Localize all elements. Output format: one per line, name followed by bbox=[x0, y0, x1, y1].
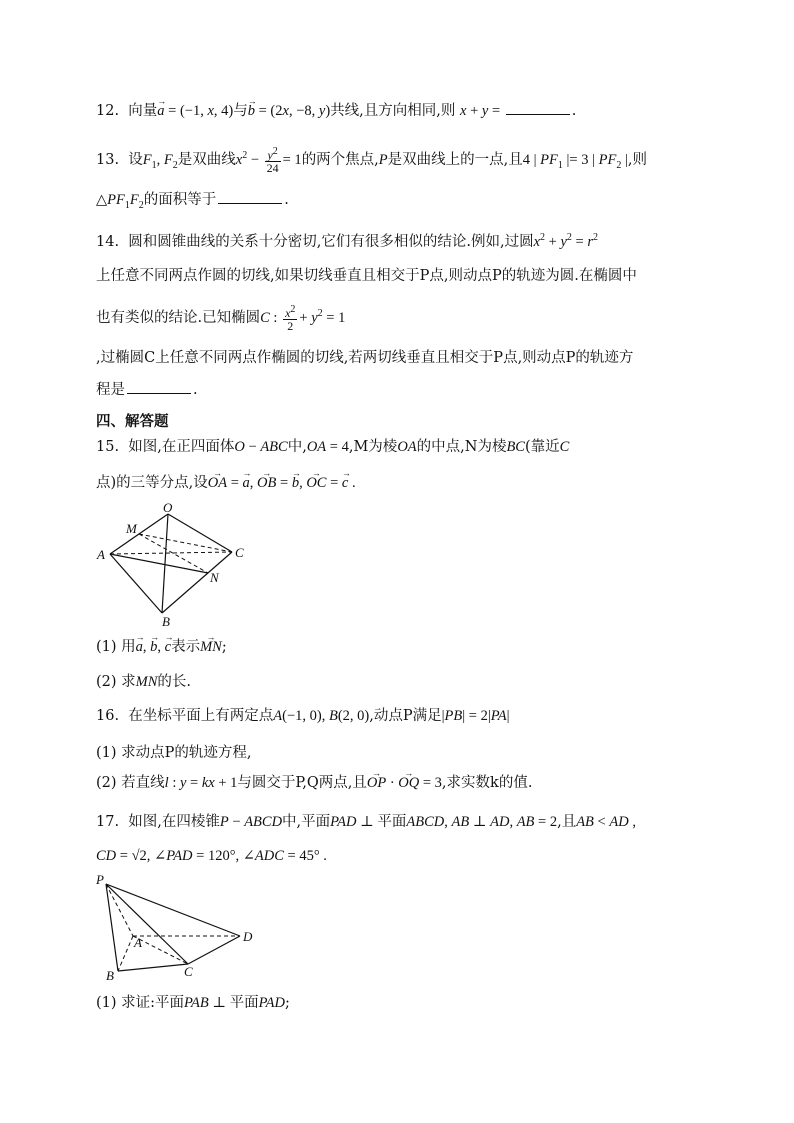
q12-line: 12. 向量→ a = (−1, x, 4)与→ b = (2x, −8, y)共线,且方向相同,则 x + y = . bbox=[96, 100, 576, 121]
pyramid-figure bbox=[90, 868, 270, 983]
q14-line-3: 也有类似的结论.已知椭圆C : $\frac{x^2}{2}$ + $y^2 = 1$ bbox=[96, 304, 346, 333]
q13-line-2: $\triangle PF_1F_2$的面积等于 . bbox=[96, 189, 289, 216]
edge-BC bbox=[118, 964, 188, 971]
label-D: D bbox=[243, 929, 253, 944]
label-M: M bbox=[126, 521, 137, 536]
q14-line-4: ,过椭圆C上任意不同两点作椭圆的切线,若两切线垂直且相交于P点,则动点P的轨迹方 bbox=[96, 350, 634, 366]
label-P: P bbox=[96, 872, 104, 887]
q17-part-1: (1) 求证:平面PAB ⊥ 平面PAD; bbox=[96, 995, 290, 1011]
q15-line-1: 15. 如图,在正四面体O − ABC中,OA = 4,M为棱OA的中点,N为棱BC(靠近C bbox=[96, 439, 570, 455]
q14-line-1: 14. 圆和圆锥曲线的关系十分密切,它们有很多相似的结论.例如,过圆$x^2 + y^2 = r^2$ bbox=[96, 232, 599, 250]
q16-line-1: 16. 在坐标平面上有两定点A(−1, 0), B(2, 0),动点P满足|PB| = 2|PA| bbox=[96, 708, 510, 724]
q13-line-1: 13. 设$F_1$, $F_2$是双曲线$x^2$ − $\frac{y^2}{24}$ = 1的两个焦点,P是双曲线上的一点,且4 | $PF_1$ |= 3 | $PF_2$ |,则 bbox=[96, 146, 647, 175]
label-A: A bbox=[97, 547, 105, 562]
edge-AB bbox=[118, 936, 133, 971]
q14-answer-blank bbox=[127, 379, 191, 394]
q14-line-5: 程是 . bbox=[96, 379, 198, 400]
label-C: C bbox=[184, 964, 193, 979]
edge-BC bbox=[162, 552, 232, 613]
q15-line-2: 点)的三等分点,设→ OA = → a, → OB = → b, → OC = → c . bbox=[96, 473, 356, 493]
edge-OB bbox=[162, 514, 168, 613]
q16-part-2: (2) 若直线l : y = kx + 1与圆交于P,Q两点,且→ OP · → OQ = 3,求实数k的值. bbox=[96, 773, 532, 793]
q17-line-1: 17. 如图,在四棱锥P − ABCD中,平面PAD ⊥ 平面ABCD, AB ⊥ AD, AB = 2,且AB < AD , bbox=[96, 814, 636, 830]
edge-CD bbox=[188, 936, 240, 964]
q16-part-1: (1) 求动点P的轨迹方程, bbox=[96, 745, 252, 761]
line-MN bbox=[139, 534, 208, 573]
edge-PD bbox=[106, 884, 240, 936]
q13-answer-blank bbox=[218, 189, 282, 204]
label-O: O bbox=[163, 500, 173, 515]
q15-part-1: (1) 用→ a, → b, → c表示→ MN; bbox=[96, 637, 227, 657]
q14-line-2: 上任意不同两点作圆的切线,如果切线垂直且相交于P点,则动点P的轨迹为圆.在椭圆中 bbox=[96, 268, 637, 284]
label-A: A bbox=[134, 935, 142, 950]
q12-answer-blank bbox=[506, 100, 570, 115]
tetrahedron-figure bbox=[90, 500, 260, 630]
line-MC bbox=[139, 534, 232, 552]
section-heading: 四、解答题 bbox=[96, 414, 169, 430]
label-N: N bbox=[210, 570, 219, 585]
label-B: B bbox=[162, 614, 170, 629]
edge-OC bbox=[168, 514, 232, 552]
q17-line-2: CD = √2, ∠PAD = 120°, ∠ADC = 45° . bbox=[96, 848, 327, 864]
edge-PC bbox=[106, 884, 188, 964]
edge-PB bbox=[106, 884, 118, 971]
label-C: C bbox=[235, 545, 244, 560]
label-B: B bbox=[106, 968, 114, 983]
q15-part-2: (2) 求MN的长. bbox=[96, 674, 192, 690]
